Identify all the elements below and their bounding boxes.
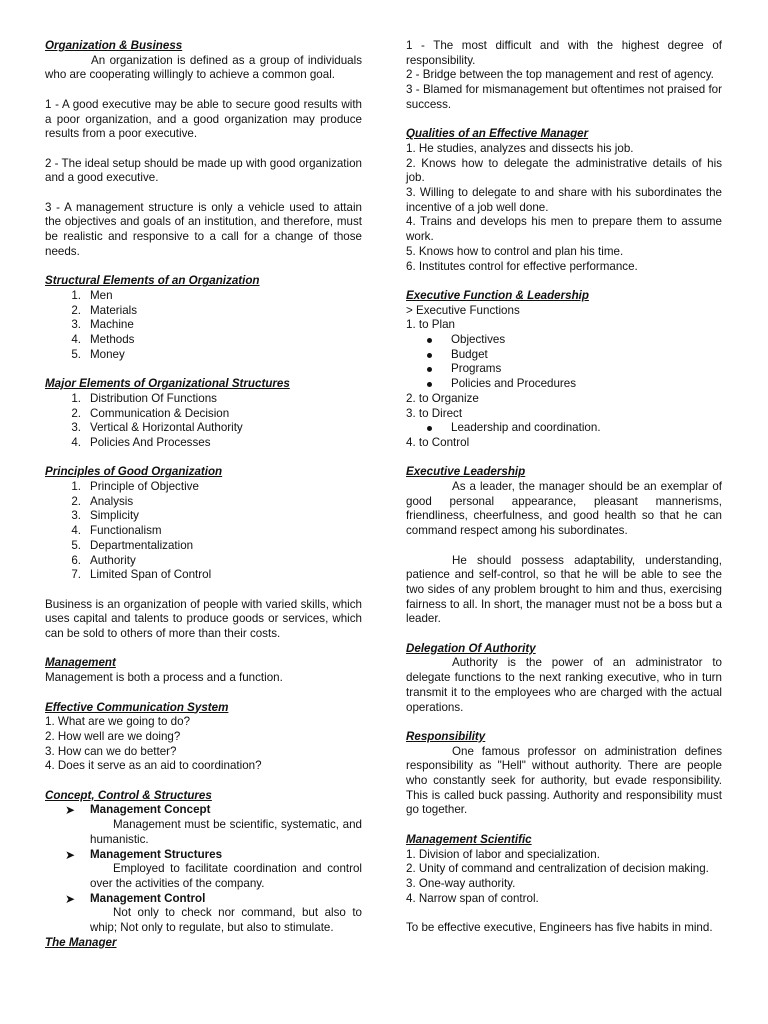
list-item: 1. Division of labor and specialization. (406, 847, 600, 861)
bullet-list (406, 421, 722, 436)
list-item: 5. Departmentalization (71, 538, 194, 552)
arrow-list-item (45, 803, 362, 818)
section-heading: Responsibility (406, 729, 486, 743)
paragraph: 3 - A management structure is only a vehicle used to attain the objectives and goals of an institution, and therefore, must be realistic and responsive to a call for a change of those needs. (45, 200, 362, 258)
section-heading: Concept, Control & Structures (45, 788, 212, 802)
arrow-list-item (45, 848, 362, 863)
section-heading: Organization & Business (45, 39, 183, 52)
list-item: 7. Limited Span of Control (71, 568, 212, 582)
numbered-list (45, 289, 362, 363)
list-item: 6. Authority (71, 553, 136, 567)
list-item: 3. Vertical & Horizontal Authority (71, 421, 243, 435)
list-item: 4. to Control (406, 435, 470, 449)
list-item: 2. Analysis (71, 494, 134, 508)
arrow-bullet-icon: ➤ (65, 803, 76, 818)
item-label: Management Structures (90, 847, 223, 861)
paragraph: 1 - The most difficult and with the highest degree of responsibility. (406, 39, 722, 67)
subheading: > Executive Functions (406, 303, 520, 317)
bullet-icon (427, 353, 432, 358)
list-item: Policies and Procedures (406, 377, 722, 392)
list-item: 4. Policies And Processes (71, 435, 211, 449)
item-description: Not only to check nor command, but also to whip; Not only to regulate, but also to stimulate. (90, 906, 362, 935)
list-item: Programs (406, 362, 722, 377)
list-item: Leadership and coordination. (406, 421, 722, 436)
list-item: 3. How can we do better? (45, 744, 177, 758)
paragraph: 3 - Blamed for mismanagement but oftentimes not praised for success. (406, 83, 722, 111)
section-heading: Delegation Of Authority (406, 641, 536, 655)
list-item: Objectives (406, 333, 722, 348)
section-heading: Qualities of an Effective Manager (406, 127, 589, 141)
list-item: 3. One-way authority. (406, 876, 516, 890)
section-heading: Major Elements of Organizational Structures (45, 377, 290, 391)
list-item: 2. How well are we doing? (45, 729, 181, 743)
list-item: 1. What are we going to do? (45, 715, 191, 729)
numbered-list (45, 392, 362, 451)
list-item: 1. Men (71, 288, 113, 302)
list-item: 3. to Direct (406, 406, 463, 420)
list-item: Budget (406, 348, 722, 363)
section-heading: The Manager (45, 935, 117, 949)
section-heading: Executive Function & Leadership (406, 288, 589, 302)
list-item: 6. Institutes control for effective performance. (406, 259, 638, 273)
paragraph: Management is both a process and a function. (45, 671, 283, 685)
list-item: 2. Communication & Decision (71, 406, 230, 420)
right-column (406, 39, 722, 936)
list-item: 4. Trains and develops his men to prepare them to assume work. (406, 215, 722, 244)
arrow-bullet-icon: ➤ (65, 847, 76, 862)
section-heading: Effective Communication System (45, 700, 229, 714)
list-item: 2. Unity of command and centralization of decision making. (406, 862, 709, 876)
section-heading: Structural Elements of an Organization (45, 274, 260, 288)
paragraph: 1 - A good executive may be able to secure good results with a poor organization, and a good organization may produce results from a poor executive. (45, 97, 362, 141)
list-item: 5. Knows how to control and plan his time. (406, 244, 624, 258)
list-item: 3. Machine (71, 318, 134, 332)
list-item: 5. Money (71, 347, 125, 361)
list-item: 4. Does it serve as an aid to coordination? (45, 759, 262, 773)
bullet-icon (427, 426, 432, 431)
list-item: 2. to Organize (406, 391, 479, 405)
item-label: Management Control (90, 891, 206, 905)
list-item: 1. Distribution Of Functions (71, 391, 217, 405)
bullet-icon (427, 367, 432, 372)
left-column (45, 39, 362, 950)
paragraph: As a leader, the manager should be an exemplar of good personal appearance, pleasant mannerisms, friendliness, cheerfulness, and good health so that he can command respect among his subordinates. (406, 480, 722, 538)
paragraph: He should possess adaptability, understanding, patience and self-control, so that he will be able to see the two sides of any problem brought to him and thus, exercising fairness to all. In short, the manager must not be a boss but a leader. (406, 553, 722, 626)
section-heading: Executive Leadership (406, 465, 526, 479)
item-description: Management must be scientific, systematic, and humanistic. (90, 818, 362, 846)
section-heading: Principles of Good Organization (45, 465, 223, 479)
section-heading: Management Scientific (406, 832, 532, 846)
paragraph: Business is an organization of people with varied skills, which uses capital and talents to produce goods or services, which can be sold to others of more than their costs. (45, 597, 362, 641)
list-item: 2. Knows how to delegate the administrative details of his job. (406, 156, 722, 185)
section-heading: Management (45, 656, 116, 670)
bullet-icon (427, 338, 432, 343)
list-item: 4. Functionalism (71, 524, 162, 538)
paragraph: To be effective executive, Engineers has five habits in mind. (406, 921, 713, 935)
list-item: 1. He studies, analyzes and dissects his job. (406, 141, 634, 155)
list-item: 4. Methods (71, 333, 135, 346)
list-item: 3. Willing to delegate to and share with his subordinates the incentive of a job well done. (406, 186, 722, 214)
item-description: Employed to facilitate coordination and control over the activities of the company. (90, 862, 362, 890)
arrow-list-item (45, 892, 362, 907)
list-item: 2. Materials (71, 303, 138, 317)
paragraph: One famous professor on administration defines responsibility as "Hell" without authority. There are people who constantly seek for authority, but evade responsibility. This is called buck passing. Authority and responsibility must go together. (406, 744, 722, 817)
paragraph: 2 - Bridge between the top management and rest of agency. (406, 68, 714, 82)
bullet-list (406, 333, 722, 392)
paragraph: Authority is the power of an administrator to delegate functions to the next ranking executive, who in turn transmit it to the employees who are charged with the actual operations. (406, 656, 722, 714)
paragraph: 2 - The ideal setup should be made up with good organization and a good executive. (45, 156, 362, 185)
arrow-bullet-icon: ➤ (65, 891, 76, 906)
list-item: 1. to Plan (406, 318, 455, 332)
item-label: Management Concept (90, 803, 211, 817)
numbered-list (45, 480, 362, 583)
bullet-icon (427, 382, 432, 387)
paragraph: An organization is defined as a group of individuals who are cooperating willingly to achieve a common goal. (45, 53, 362, 82)
list-item: 1. Principle of Objective (71, 480, 199, 493)
list-item: 4. Narrow span of control. (406, 891, 539, 905)
list-item: 3. Simplicity (71, 509, 139, 523)
